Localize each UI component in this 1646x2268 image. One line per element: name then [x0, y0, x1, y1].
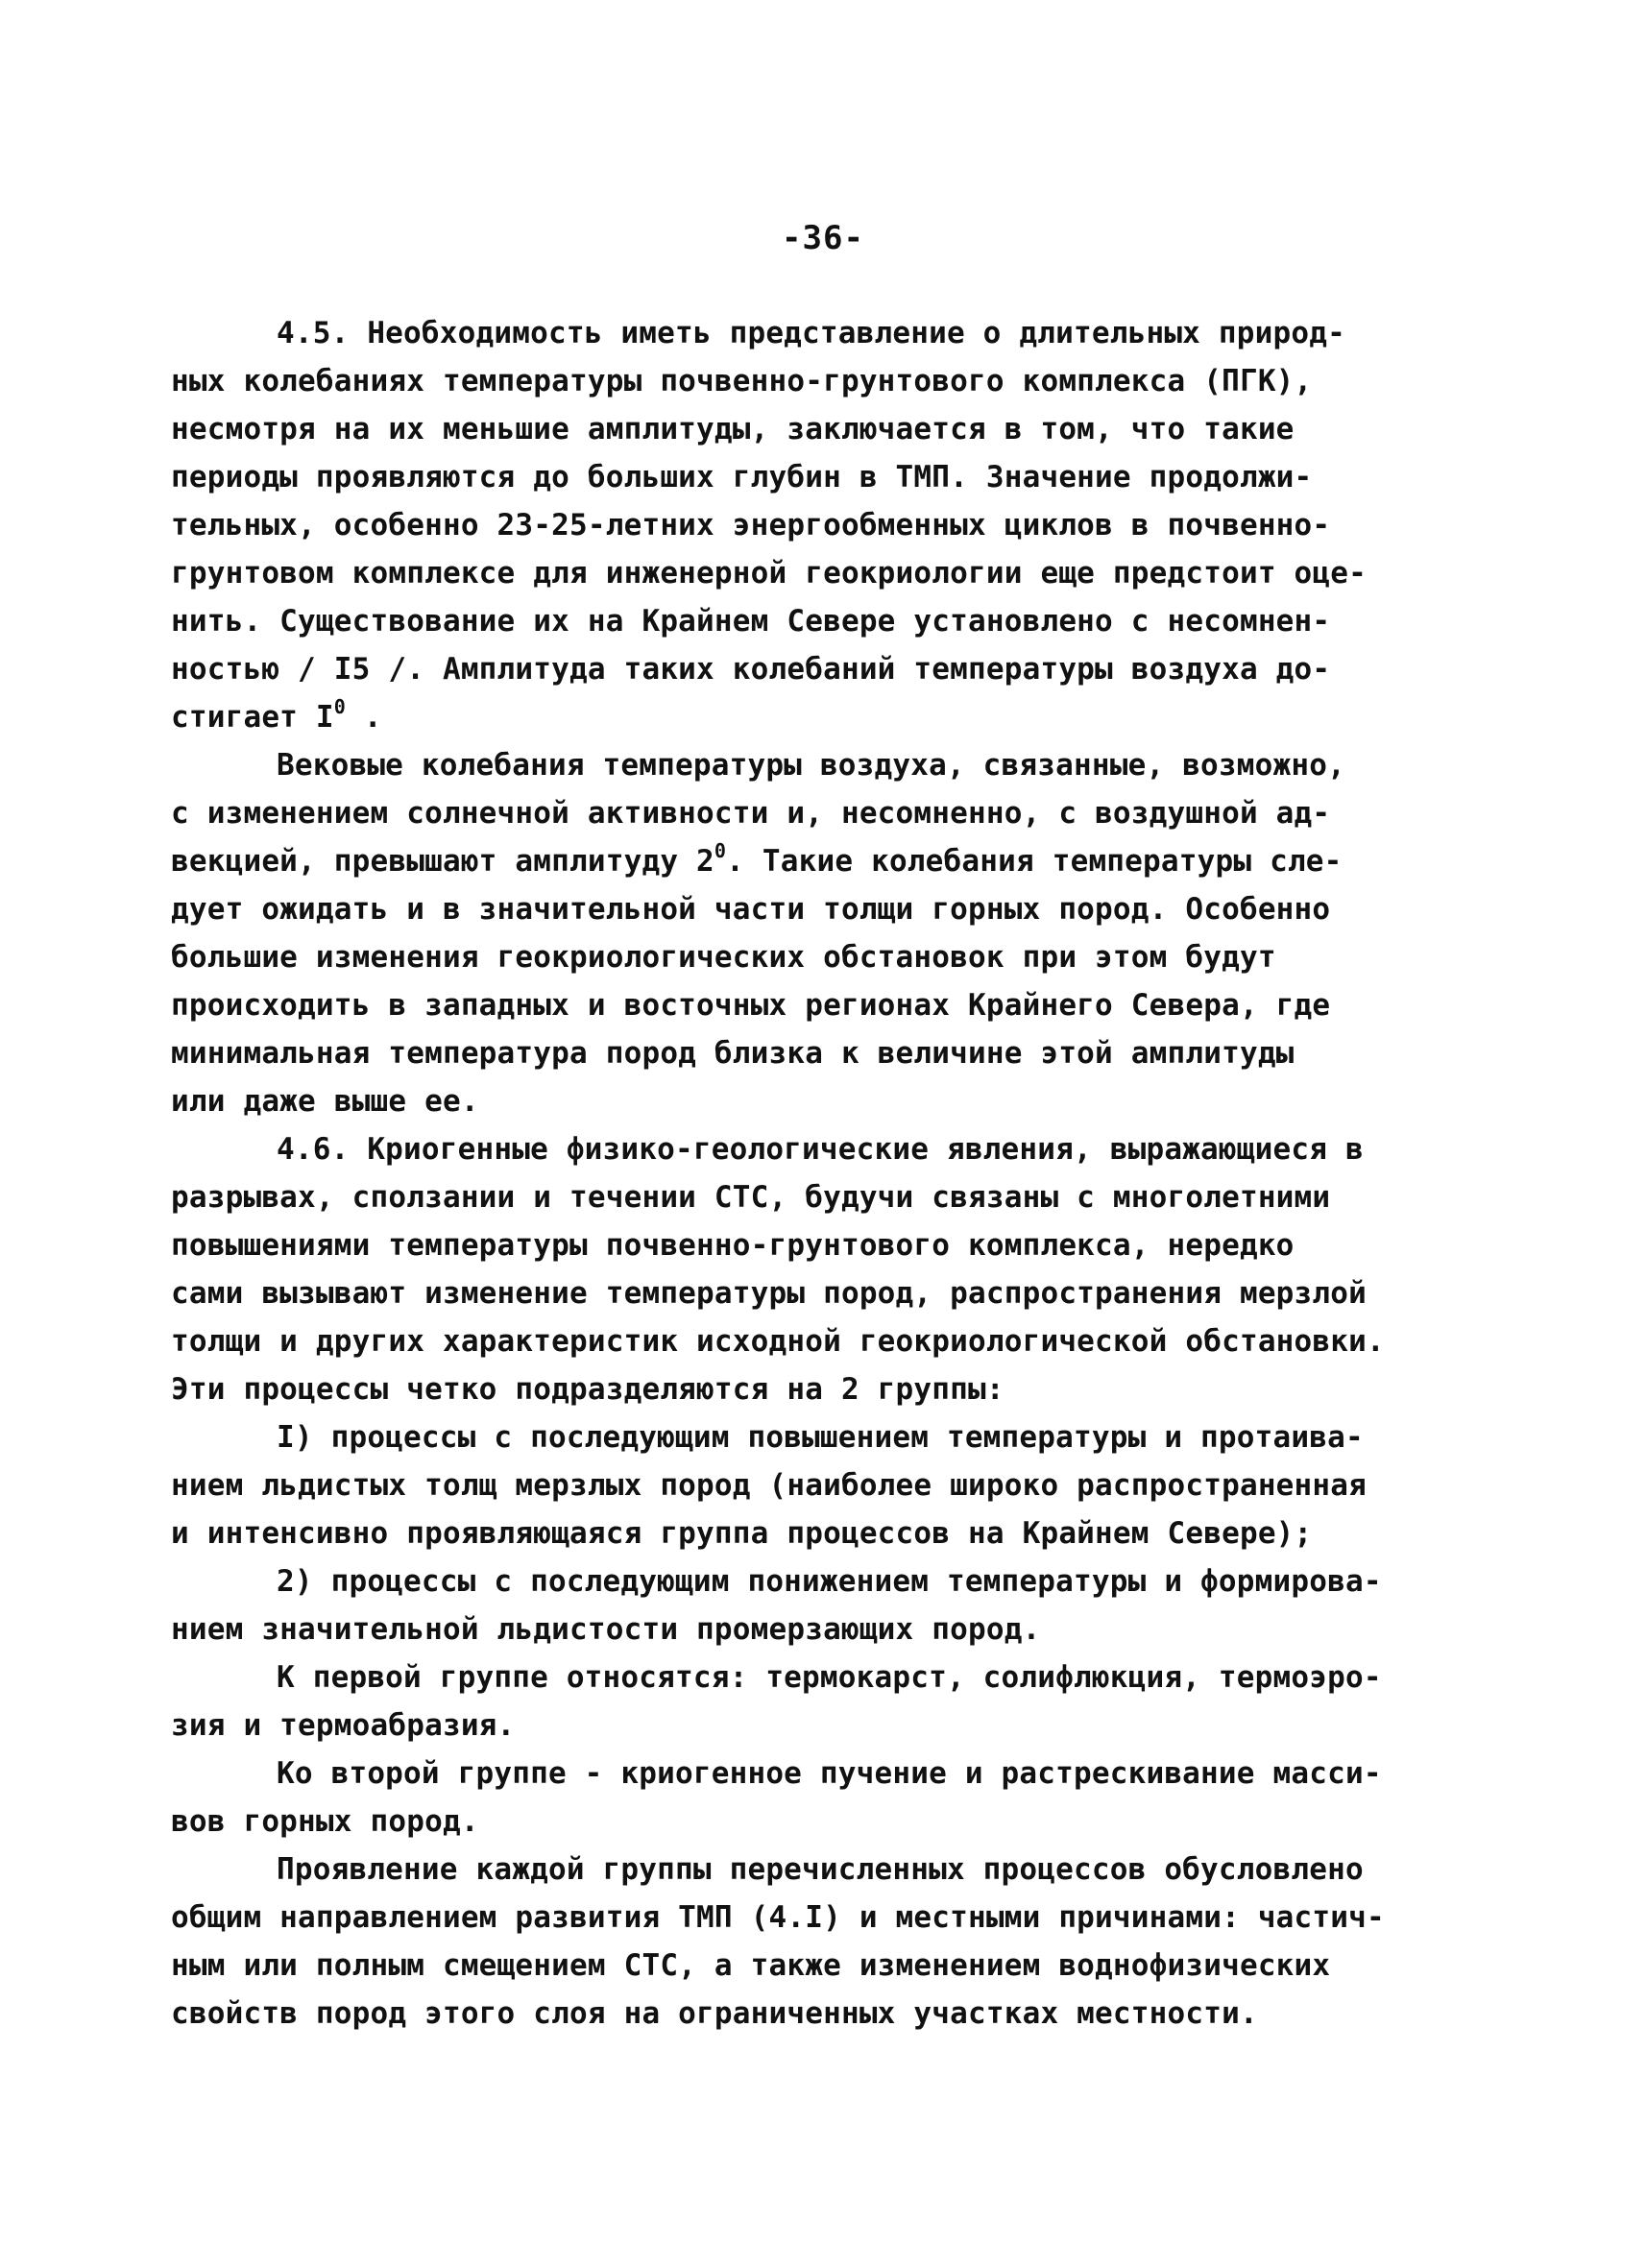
- degree-superscript: 0: [333, 695, 347, 718]
- line-text: нием льдистых толщ мерзлых пород (наиболее широко распространенная: [171, 1468, 1367, 1503]
- text-line: [171, 357, 1496, 405]
- line-text: стигает I: [171, 700, 334, 735]
- text-line: [171, 1509, 1496, 1557]
- text-line: [171, 1701, 1496, 1749]
- text-line: [171, 1125, 1496, 1173]
- line-text: тельных, особенно 23-25-летних энергообменных циклов в почвенно-: [171, 508, 1331, 543]
- text-line: [171, 1461, 1496, 1509]
- line-text: нием значительной льдистости промерзающих пород.: [171, 1612, 1041, 1647]
- text-line: [171, 1269, 1496, 1317]
- text-line: [171, 1749, 1496, 1798]
- line-text-continuation: .: [346, 700, 382, 735]
- line-text: сами вызывают изменение температуры пород, распространения мерзлой: [171, 1276, 1367, 1311]
- line-text: векцией, превышают амплитуду 2: [171, 844, 714, 879]
- line-text: грунтовом комплексе для инженерной геокриологии еще предстоит оце-: [171, 556, 1367, 591]
- body-text: [171, 309, 1496, 2038]
- text-line: [171, 1653, 1496, 1701]
- degree-superscript: 0: [714, 839, 727, 862]
- line-text: большие изменения геокриологических обстановок при этом будут: [171, 940, 1276, 975]
- text-line: [171, 789, 1496, 837]
- line-text: разрывах, сползании и течении СТС, будучи связаны с многолетними: [171, 1180, 1331, 1215]
- text-line: [171, 1605, 1496, 1653]
- line-text: повышениями температуры почвенно-грунтового комплекса, нередко: [171, 1228, 1295, 1263]
- text-line: [171, 1173, 1496, 1221]
- line-text: Вековые колебания температуры воздуха, связанные, возможно,: [277, 748, 1345, 783]
- text-line: [171, 1365, 1496, 1413]
- text-line: [171, 405, 1496, 453]
- text-line: [171, 501, 1496, 549]
- text-line: [171, 741, 1496, 789]
- line-text: ностью / I5 /. Амплитуда таких колебаний температуры воздуха до-: [171, 652, 1331, 687]
- text-line: [171, 981, 1496, 1029]
- text-line: [171, 1846, 1496, 1894]
- page-number: -36-: [782, 219, 864, 257]
- line-text-continuation: . Такие колебания температуры сле-: [726, 844, 1343, 879]
- line-text: ным или полным смещением СТС, а также изменением воднофизических: [171, 1948, 1331, 1983]
- text-line: [171, 453, 1496, 501]
- line-text: свойств пород этого слоя на ограниченных участках местности.: [171, 1996, 1258, 2031]
- text-line: [171, 1990, 1496, 2038]
- text-line: [171, 597, 1496, 645]
- line-text: происходить в западных и восточных регионах Крайнего Севера, где: [171, 988, 1331, 1023]
- line-text: 4.5. Необходимость иметь представление о длительных природ-: [277, 316, 1345, 350]
- text-line: [171, 837, 1496, 885]
- text-line: [171, 1221, 1496, 1269]
- text-line: [171, 933, 1496, 981]
- text-line: [171, 1942, 1496, 1990]
- text-line: [171, 549, 1496, 597]
- line-text: и интенсивно проявляющаяся группа процессов на Крайнем Севере);: [171, 1516, 1313, 1551]
- line-text: минимальная температура пород близка к величине этой амплитуды: [171, 1036, 1295, 1071]
- line-text: несмотря на их меньшие амплитуды, заключается в том, что такие: [171, 412, 1295, 446]
- text-line: [171, 1077, 1496, 1125]
- line-text: вов горных пород.: [171, 1804, 479, 1839]
- line-text: с изменением солнечной активности и, несомненно, с воздушной ад-: [171, 796, 1331, 831]
- text-line: [171, 1557, 1496, 1605]
- line-text: дует ожидать и в значительной части толщи горных пород. Особенно: [171, 892, 1331, 927]
- text-line: [171, 1413, 1496, 1461]
- text-line: [171, 1894, 1496, 1942]
- line-text: Ко второй группе - криогенное пучение и растрескивание масси-: [277, 1756, 1382, 1791]
- line-text: общим направлением развития ТМП (4.I) и местными причинами: частич-: [171, 1900, 1385, 1935]
- text-line: [171, 1317, 1496, 1365]
- line-text: или даже выше ее.: [171, 1084, 479, 1119]
- text-line: [171, 693, 1496, 741]
- text-line: [171, 309, 1496, 357]
- text-line: [171, 1029, 1496, 1077]
- line-text: Эти процессы четко подразделяются на 2 группы:: [171, 1372, 1005, 1407]
- line-text: Проявление каждой группы перечисленных процессов обусловлено: [277, 1852, 1364, 1887]
- line-text: толщи и других характеристик исходной геокриологической обстановки.: [171, 1324, 1385, 1359]
- line-text: I) процессы с последующим повышением температуры и протаива-: [277, 1420, 1364, 1455]
- line-text: нить. Существование их на Крайнем Севере установлено с несомнен-: [171, 604, 1331, 639]
- text-line: [171, 1798, 1496, 1846]
- line-text: К первой группе относятся: термокарст, солифлюкция, термоэро-: [277, 1660, 1382, 1695]
- line-text: зия и термоабразия.: [171, 1708, 516, 1743]
- line-text: 4.6. Криогенные физико-геологические явления, выражающиеся в: [277, 1132, 1364, 1167]
- line-text: ных колебаниях температуры почвенно-грунтового комплекса (ПГК),: [171, 364, 1313, 398]
- text-line: [171, 645, 1496, 693]
- line-text: 2) процессы с последующим понижением температуры и формирова-: [277, 1564, 1382, 1599]
- text-line: [171, 885, 1496, 933]
- line-text: периоды проявляются до больших глубин в ТМП. Значение продолжи-: [171, 460, 1313, 495]
